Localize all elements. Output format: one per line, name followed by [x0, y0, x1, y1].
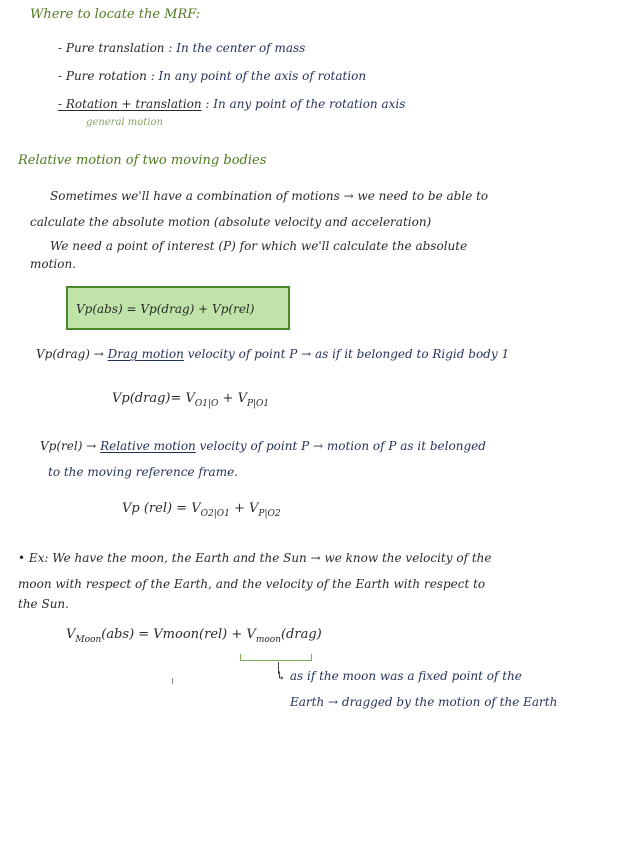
example-equation	[66, 628, 322, 645]
list-item	[58, 98, 405, 110]
list-item-text: : In any point of the rotation axis	[201, 97, 406, 111]
definition-text: velocity of point P → motion of P as it belonged	[195, 439, 486, 453]
list-item-label: - Rotation + translation	[58, 97, 202, 111]
list-item-text: : In the center of mass	[164, 41, 306, 55]
equation-subscript: P|O2	[258, 509, 281, 519]
equation-lhs: Vp (rel) =	[122, 501, 192, 516]
definition-symbol: Vp(rel)	[40, 439, 83, 453]
definition-symbol: Vp(drag)	[36, 347, 90, 361]
rel-equation	[122, 502, 281, 519]
equation-term-rel: Vmoon(rel)	[153, 627, 228, 642]
equation-term-drag: (drag)	[280, 627, 322, 642]
equation-term-rel: Vp(rel)	[212, 302, 255, 316]
highlighted-equation-box	[66, 286, 290, 330]
annotation-note: ↳ as if the moon was a fixed point of the	[276, 669, 522, 683]
equation-subscript: moon	[255, 635, 281, 645]
equation-term: V	[246, 627, 256, 642]
equation-term: V	[249, 501, 259, 516]
section-title: Relative motion of two moving bodies	[18, 153, 267, 168]
definition-arrow: →	[89, 347, 108, 361]
equation-subscript: O2|O1	[200, 509, 230, 519]
list-item-label: - Pure rotation	[58, 69, 147, 83]
main-equation	[76, 303, 254, 315]
equation-term: V	[237, 391, 247, 406]
list-item-text: : In any point of the axis of rotation	[146, 69, 367, 83]
list-item	[58, 70, 366, 82]
definition-text: velocity of point P → as if it belonged to Rigid body 1	[183, 347, 510, 361]
annotation-note: general motion	[86, 117, 163, 128]
paragraph-line: Sometimes we'll have a combination of motions → we need to be able to	[50, 189, 489, 203]
definition-term: Drag motion	[107, 347, 184, 361]
list-item-label: - Pure translation	[58, 41, 165, 55]
example-line: • Ex: We have the moon, the Earth and the Sun → we know the velocity of the	[18, 551, 492, 565]
equation-plus: +	[218, 391, 238, 406]
equation-lhs: (abs) =	[101, 627, 154, 642]
definition-text-line: to the moving reference frame.	[48, 465, 238, 479]
equation-term: V	[66, 627, 76, 642]
equation-plus: +	[229, 501, 250, 516]
definition-arrow: →	[82, 439, 101, 453]
equation-term: V	[191, 501, 201, 516]
annotation-note: Earth → dragged by the motion of the Earth	[290, 695, 558, 709]
page-title: Where to locate the MRF:	[30, 7, 201, 22]
paragraph-line: We need a point of interest (P) for which we'll calculate the absolute	[50, 239, 468, 253]
equation-term-drag: Vp(drag)	[140, 302, 195, 316]
example-line: the Sun.	[18, 597, 69, 611]
definition-drag	[36, 348, 509, 360]
list-item	[58, 42, 305, 54]
equation-lhs: Vp(drag)=	[112, 391, 186, 406]
equation-subscript: O1|O	[194, 399, 219, 409]
example-line: moon with respect of the Earth, and the velocity of the Earth with respect to	[18, 577, 486, 591]
equation-plus: +	[227, 627, 247, 642]
stray-mark	[172, 678, 173, 684]
paragraph-line: motion.	[30, 257, 77, 271]
equation-plus: +	[194, 302, 213, 316]
equation-subscript: Moon	[75, 635, 102, 645]
equation-term: V	[185, 391, 195, 406]
equation-lhs: Vp(abs) =	[76, 302, 141, 316]
equation-subscript: P|O1	[246, 399, 270, 409]
underbrace-bracket	[240, 654, 312, 661]
paragraph-line: calculate the absolute motion (absolute velocity and acceleration)	[30, 215, 432, 229]
definition-rel	[40, 440, 486, 452]
drag-equation	[112, 392, 269, 409]
definition-term: Relative motion	[100, 439, 196, 453]
